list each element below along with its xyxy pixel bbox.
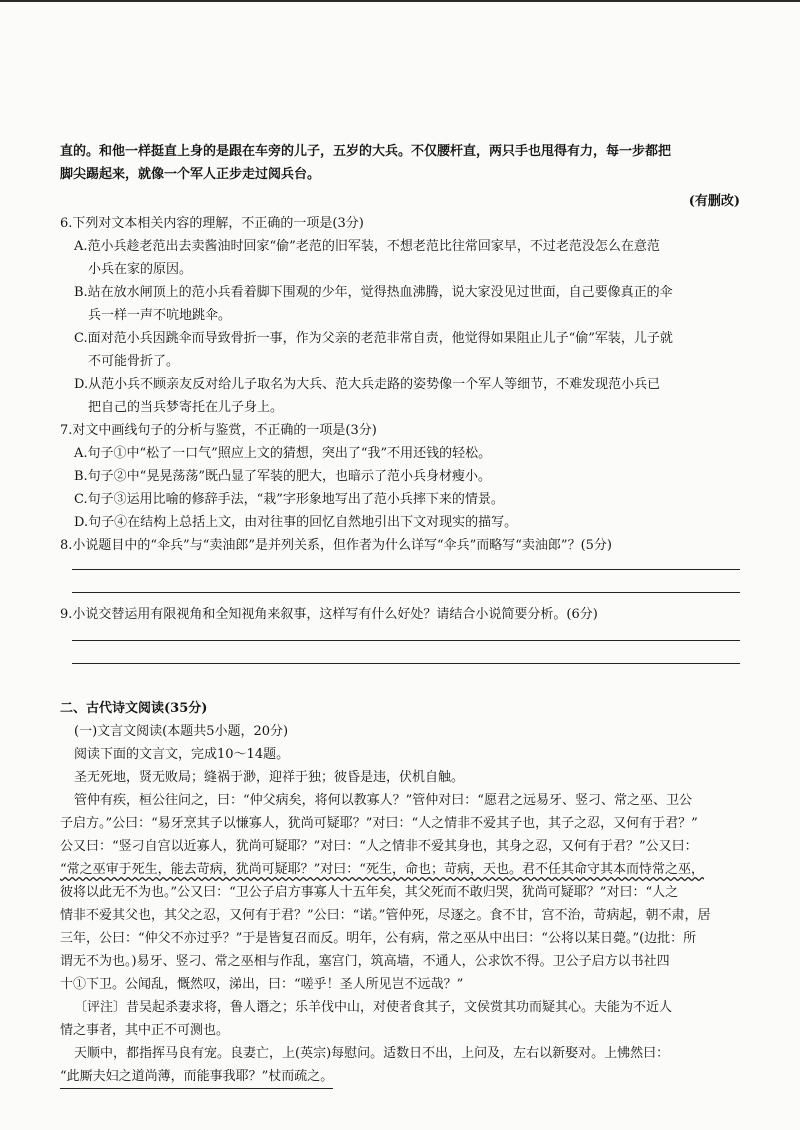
- text-line: 谓无不为也。)易牙、竖刁、常之巫相与作乱，塞宫门，筑高墙，不通人，公求饮不得。卫公子启方以书社四: [60, 954, 670, 969]
- text-line: 公又曰：“竖刁自宫以近寡人，犹尚可疑耶？”对曰：“人之情非不爱其身也，其身之忍，又何有于君？”公又曰：: [60, 839, 698, 854]
- text-line: 子启方。”公曰：“易牙烹其子以慊寡人，犹尚可疑耶？”对曰：“人之情非不爱其子也，其子之忍，又何有于君？”: [60, 816, 698, 831]
- q7-option-b: B.句子②中“晃晃荡荡”既凸显了军装的肥大，也暗示了范小兵身材瘦小。: [74, 469, 491, 484]
- q7-stem: 7.对文中画线句子的分析与鉴赏，不正确的一项是(3分): [60, 423, 377, 438]
- passage-end: [60, 140, 740, 186]
- text-line: 十①下卫。公闻乱，慨然叹，涕出，曰：“嗟乎！圣人所见岂不远哉？”: [60, 977, 464, 992]
- motto: 圣无死地，贤无败局；缝祸于渺，迎祥于独；彼昏是违，伏机自触。: [74, 770, 465, 785]
- answer-line[interactable]: [72, 569, 740, 570]
- last-paragraph-line: “此厮夫妇之道尚薄，而能事我耶？”杖而疏之。: [60, 1065, 333, 1089]
- section-2: [60, 697, 740, 1093]
- passage-line: 脚尖踢起来，就像一个军人正步走过阅兵台。: [60, 167, 321, 182]
- question-6: [60, 212, 740, 419]
- q6-option-d: D.从范小兵不顾亲友反对给儿子取名为大兵、范大兵走路的姿势像一个军人等细节，不难发现范小兵已: [74, 377, 661, 392]
- question-7: [60, 419, 740, 534]
- q6-option-b-cont: 兵一样一声不吭地跳伞。: [88, 308, 232, 323]
- text-line: 三年，公曰：“仲父不亦过乎？”于是皆复召而反。明年，公有病，常之巫从中出曰：“公将以某日薨。”(边批：所: [60, 931, 697, 946]
- q6-stem: 6.下列对文本相关内容的理解，不正确的一项是(3分): [60, 216, 364, 231]
- q9-stem: 9.小说交替运用有限视角和全知视角来叙事，这样写有什么好处？请结合小说简要分析。(6分): [60, 607, 598, 622]
- q7-option-d: D.句子④在结构上总括上文，由对往事的回忆自然地引出下文对现实的描写。: [74, 515, 518, 530]
- section-title: 二、古代诗文阅读(35分): [60, 701, 208, 716]
- q6-option-c-cont: 不可能骨折了。: [88, 354, 180, 369]
- q6-option-a: A.范小兵趁老范出去卖酱油时回家“偷”老范的旧军装，不想老范比往常回家早，不过老范没怎么在意范: [74, 239, 660, 254]
- comment-line: 〔评注〕昔吴起杀妻求将，鲁人谮之；乐羊伐中山，对使者食其子，文侯赏其功而疑其心。夫能为不近人: [74, 1000, 673, 1015]
- comment-line: 情之事者，其中正不可测也。: [60, 1023, 230, 1038]
- text-line: “常之巫审于死生，能去苛病，犹尚可疑耶？”对曰：“死生，命也；苛病，天也。君不任其命守其本而恃常之巫，: [60, 862, 704, 877]
- passage-line: 直的。和他一样挺直上身的是跟在车旁的儿子，五岁的大兵。不仅腰杆直，两只手也甩得有力，每一步都把: [60, 144, 672, 159]
- question-8: [60, 534, 740, 593]
- subsection-title: (一)文言文阅读(本题共5小题，20分): [74, 724, 289, 739]
- q6-option-b: B.站在放水闸顶上的范小兵看着脚下围观的少年，觉得热血沸腾，说大家没见过世面，自己要像真正的伞: [74, 285, 673, 300]
- source-note: (有删改): [688, 194, 740, 209]
- last-paragraph-line: 天顺中，都指挥马良有宠。良妻亡，上(英宗)每慰问。适数日不出，上问及，左右以新娶对。上怫然曰：: [74, 1046, 670, 1061]
- q7-option-c: C.句子③运用比喻的修辞手法，“栽”字形象地写出了范小兵摔下来的情景。: [74, 492, 504, 507]
- text-line: 彼将以此无不为也。”公又曰：“卫公子启方事寡人十五年矣，其父死而不敢归哭，犹尚可疑耶？”对曰：“人之: [60, 885, 679, 900]
- text-line: 情非不爱其父也，其父之忍，又何有于君？”公曰：“诺。”管仲死，尽逐之。食不甘，宫不治，苛病起，朝不肃，居: [60, 908, 711, 923]
- q8-stem: 8.小说题目中的“伞兵”与“卖油郎”是并列关系，但作者为什么详写“伞兵”而略写“卖油郎”？(5分): [60, 538, 612, 553]
- question-9: [60, 603, 740, 664]
- instructions: 阅读下面的文言文，完成10～14题。: [74, 747, 290, 762]
- answer-line[interactable]: [72, 592, 740, 593]
- text-line: 管仲有疾，桓公往问之，曰：“仲父病矣，将何以教寡人？”管仲对曰：“愿君之远易牙、竖刁、常之巫、卫公: [74, 793, 692, 808]
- q6-option-a-cont: 小兵在家的原因。: [88, 262, 193, 277]
- answer-line[interactable]: [72, 663, 740, 664]
- answer-line[interactable]: [72, 640, 740, 641]
- q6-option-c: C.面对范小兵因跳伞而导致骨折一事，作为父亲的老范非常自责，他觉得如果阻止儿子“偷”军装，儿子就: [74, 331, 673, 346]
- page-top-rule: [0, 0, 800, 2]
- q6-option-d-cont: 把自己的当兵梦寄托在儿子身上。: [88, 400, 284, 415]
- q7-option-a: A.句子①中“松了一口气”照应上文的猜想，突出了“我”不用还钱的轻松。: [74, 446, 492, 461]
